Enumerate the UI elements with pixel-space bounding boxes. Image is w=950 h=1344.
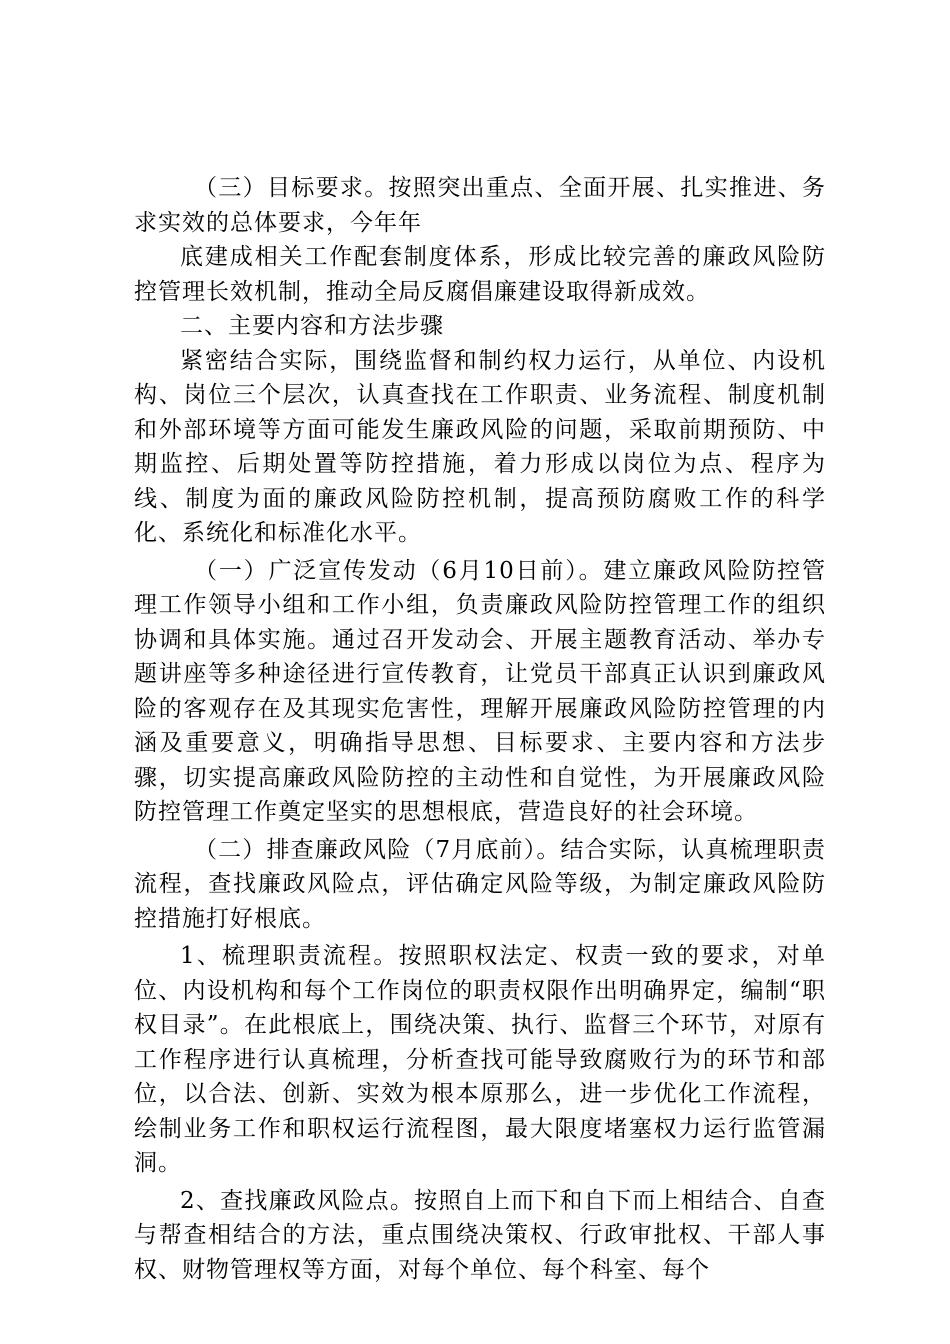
paragraph-goal-requirements: （三）目标要求。按照突出重点、全面开展、扎实推进、务求实效的总体要求，今年年 xyxy=(134,175,826,236)
section-heading-main-content: 二、主要内容和方法步骤 xyxy=(180,313,444,339)
document-body xyxy=(134,171,826,1287)
paragraph-publicity: （一）广泛宣传发动（6月10日前）。建立廉政风险防控管理工作领导小组和工作小组，负责廉政风险防控管理工作的组织协调和具体实施。通过召开发动会、开展主题教育活动、举办专题讲座等多种途径进行宣传教育，让党员干部真正认识到廉政风险的客观存在及其现实危害性，理解开展廉政风险防控管理的内涵及重要意义，明确指导思想、目标要求、主要内容和方法步骤，切实提高廉政风险防控的主动性和自觉性，为开展廉政风险防控管理工作奠定坚实的思想根底，营造良好的社会环境。 xyxy=(134,557,826,825)
paragraph-find-risk-points: 2、查找廉政风险点。按照自上而下和自下而上相结合、自查与帮查相结合的方法，重点围绕决策权、行政审批权、干部人事权、财物管理权等方面，对每个单位、每个科室、每个 xyxy=(134,1187,826,1283)
paragraph-goal-continuation: 底建成相关工作配套制度体系，形成比较完善的廉政风险防控管理长效机制，推动全局反腐倡廉建设取得新成效。 xyxy=(134,244,826,305)
paragraph-sort-responsibilities: 1、梳理职责流程。按照职权法定、权责一致的要求，对单位、内设机构和每个工作岗位的职责权限作出明确界定，编制“职权目录”。在此根底上，围绕决策、执行、监督三个环节，对原有工作程序进行认真梳理，分析查找可能导致腐败行为的环节和部位，以合法、创新、实效为根本原那么，进一步优化工作流程，绘制业务工作和职权运行流程图，最大限度堵塞权力运行监管漏洞。 xyxy=(134,943,826,1176)
paragraph-risk-screening: （二）排查廉政风险（7月底前）。结合实际，认真梳理职责流程，查找廉政风险点，评估确定风险等级，为制定廉政风险防控措施打好根底。 xyxy=(134,836,826,932)
paragraph-main-content: 紧密结合实际，围绕监督和制约权力运行，从单位、内设机构、岗位三个层次，认真查找在工作职责、业务流程、制度机制和外部环境等方面可能发生廉政风险的问题，采取前期预防、中期监控、后期处置等防控措施，着力形成以岗位为点、程序为线、制度为面的廉政风险防控机制，提高预防腐败工作的科学化、系统化和标准化水平。 xyxy=(134,347,826,546)
